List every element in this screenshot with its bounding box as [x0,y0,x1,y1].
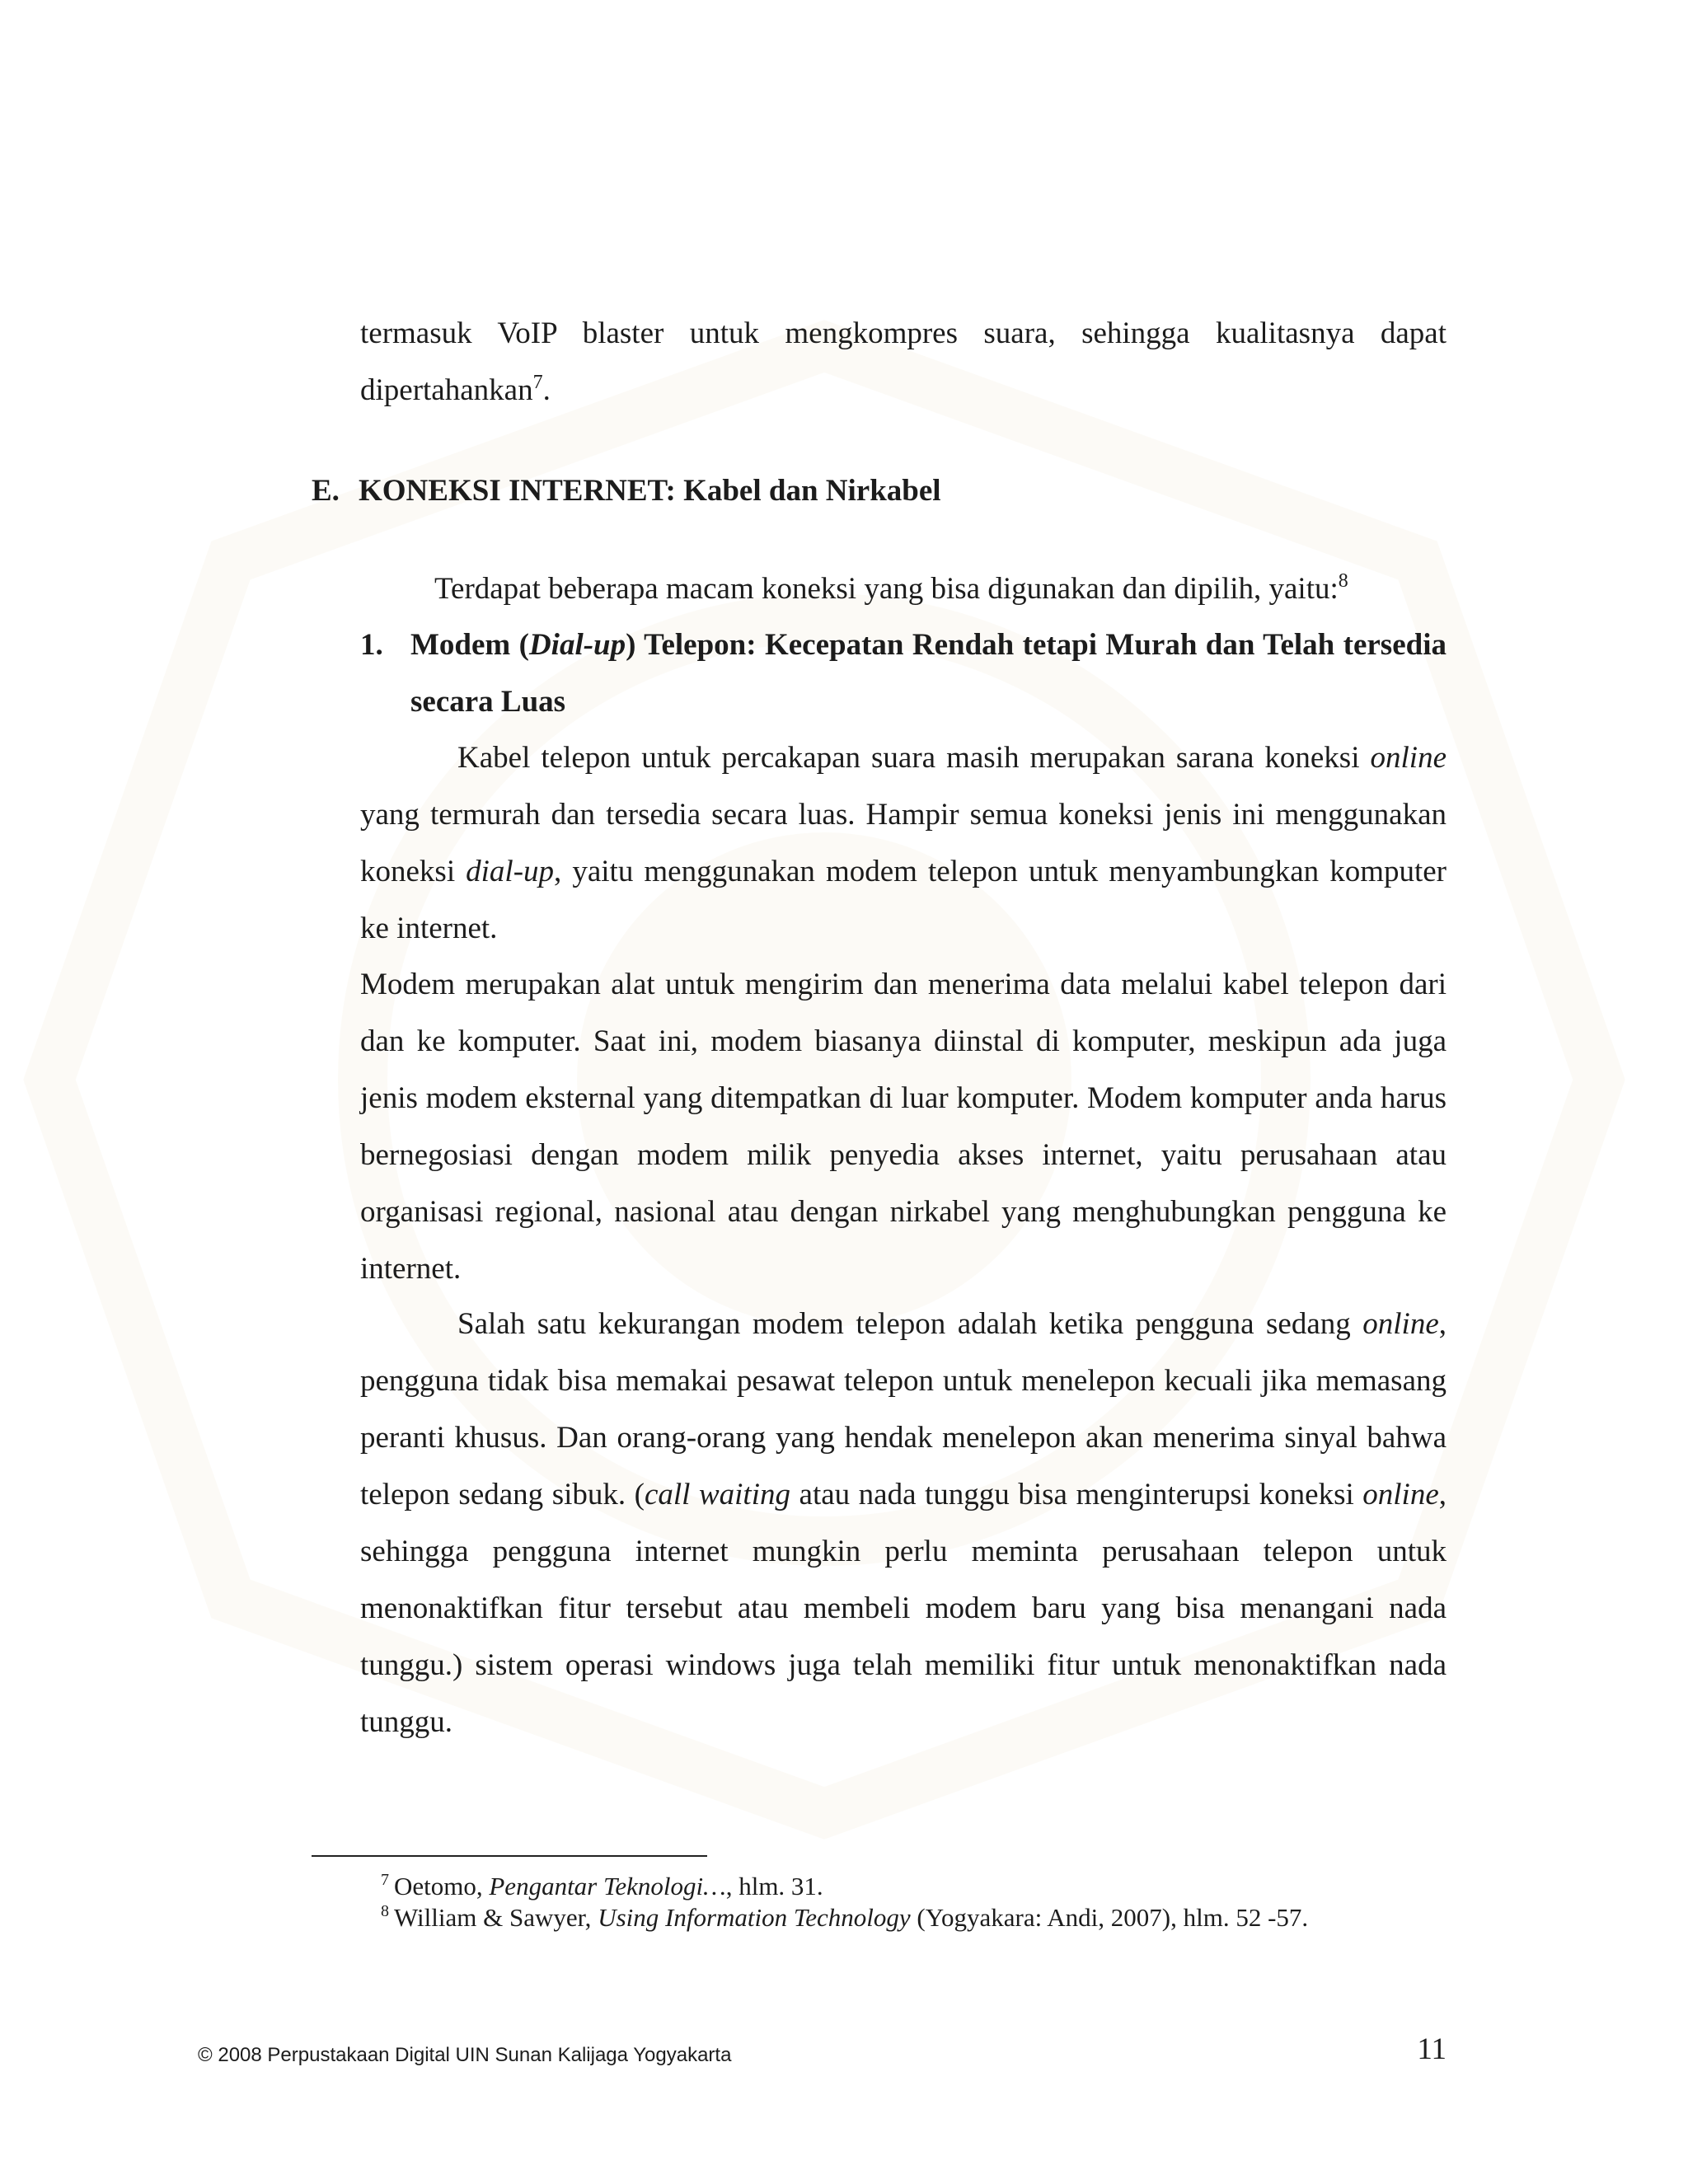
paragraph-continuation [360,305,1447,419]
footnotes [381,1871,1308,1933]
p2-text-1: Kabel telepon untuk percakapan suara masih merupakan sarana koneksi [457,741,1371,775]
paragraph-4 [360,1296,1447,1750]
footnote-8 [381,1902,1308,1933]
footnote-7 [381,1871,1308,1902]
subsection-title-italic: Dial-up [528,628,626,662]
subsection-number: 1. [360,628,383,662]
p2-italic-2: dial-up [466,855,555,888]
p4-italic-1: online [1362,1307,1439,1341]
subsection-heading [360,616,1447,730]
page-number: 11 [1417,2032,1447,2066]
p2-text-3: , yaitu menggunakan modem telepon untuk menyambungkan komputer ke internet. [360,855,1447,945]
footnote-number: 7 [381,1871,389,1889]
footnote-ref-8[interactable]: 8 [1338,570,1348,592]
footnote-detail: , hlm. 31. [725,1872,823,1900]
paragraph-2 [360,729,1447,957]
subsection-title-post: ) Telepon: Kecepatan Rendah tetapi Murah dan Telah tersedia secara Luas [410,628,1447,719]
section-title: KONEKSI INTERNET: Kabel dan Nirkabel [359,474,941,508]
paragraph-text: termasuk VoIP blaster untuk mengkompres suara, sehingga kualitasnya dapat dipertahankan [360,316,1447,407]
p2-text-2: yang termurah dan tersedia secara luas. Hampir semua koneksi jenis ini menggunakan koneksi [360,798,1447,888]
section-letter: E. [312,474,340,508]
footnote-author: Oetomo, [394,1872,490,1900]
p4-text-1: Salah satu kekurangan modem telepon adalah ketika pengguna sedang [457,1307,1363,1341]
p2-italic-1: online [1370,741,1447,775]
p4-text-2: , pengguna tidak bisa memakai pesawat telepon untuk menelepon kecuali jika memasang peranti khusus. Dan orang-orang yang hendak menelepon akan menerima sinyal bahwa telepon sedang sibuk. ( [360,1307,1447,1511]
intro-line [434,560,1348,617]
footnote-detail: (Yogyakara: Andi, 2007), hlm. 52 -57. [910,1903,1309,1932]
subsection-title-pre: Modem ( [410,628,529,662]
footnote-divider [312,1855,707,1857]
p4-italic-2: call waiting [644,1478,790,1511]
section-heading [312,473,941,509]
footnote-ref-7[interactable]: 7 [532,372,543,393]
footnote-number: 8 [381,1902,389,1920]
p4-text-4: , sehingga pengguna internet mungkin perlu meminta perusahaan telepon untuk menonaktifkan fitur tersebut atau membeli modem baru yang bisa menangani nada tunggu.) sistem operasi windows juga telah memiliki fitur untuk menonaktifkan nada tunggu. [360,1478,1447,1739]
footnote-author: William & Sawyer, [394,1903,598,1932]
p4-italic-3: online [1362,1478,1439,1511]
footer-copyright: © 2008 Perpustakaan Digital UIN Sunan Kalijaga Yogyakarta [198,2044,732,2066]
p4-text-3: atau nada tunggu bisa menginterupsi koneksi [790,1478,1363,1511]
intro-text: Terdapat beberapa macam koneksi yang bisa digunakan dan dipilih, yaitu: [434,572,1339,606]
paragraph-end: . [542,373,551,407]
footnote-title: Using Information Technology [598,1903,911,1932]
footnote-title: Pengantar Teknologi… [489,1872,726,1900]
subsection-title [410,616,1447,730]
paragraph-3: Modem merupakan alat untuk mengirim dan menerima data melalui kabel telepon dari dan ke komputer. Saat ini, modem biasanya diinstal di komputer, meskipun ada juga jenis modem eksternal yang ditempatkan di luar komputer. Modem komputer anda harus bernegosiasi dengan modem milik penyedia akses internet, yaitu perusahaan atau organisasi regional, nasional atau dengan nirkabel yang menghubungkan pengguna ke internet. [360,968,1447,1286]
